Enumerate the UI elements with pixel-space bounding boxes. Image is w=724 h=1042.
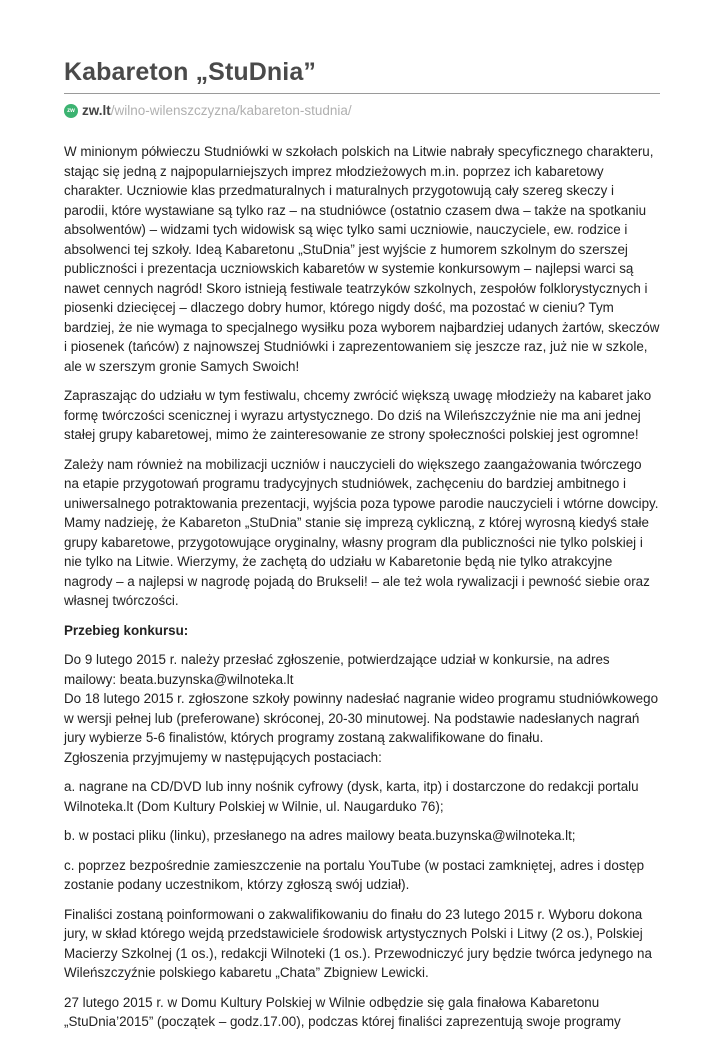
section-heading: Przebieg konkursu: xyxy=(64,622,189,638)
paragraph-intro: W minionym półwieczu Studniówki w szkołach polskich na Litwie nabrały specyficznego charakteru, stając się jedną z najpopularniejszych imprez młodzieżowych m.in. poprzez ich kabaretowy charakter. Uczniowie klas przedmaturalnych i maturalnych przygotowują cały szereg skeczy i parodii, które wystawiane są tylko raz – na studniówce (ostatnio czasem dwa – także na spotkaniu absolwentów) – widzami tych widowisk są więc tylko sami uczniowie, nauczyciele, ew. rodzice i absolwenci tej szkoły. Ideą Kabaretonu „StuDnia” jest wyjście z humorem szkolnym do szerszej publiczności i prezentacja uczniowskich kabaretów w systemie konkursowym – najlepsi warci są nawet cennych nagród! Skoro istnieją festiwale teatrzyków szkolnych, zespołów folklorystycznych i piosenki dziecięcej – dlaczego dobry humor, którego nigdy dość, ma pozostać w cieniu? Tym bardziej, że nie wymaga to specjalnego wysiłku poza wyborem najbardziej udanych żartów, skeczów i piosenek (tańców) z najnowszej Studniówki i zaprezentowaniem się jeszcze raz, już nie w szkole, ale w szerszym gronie Samych Swoich! xyxy=(64,144,660,374)
schedule-item: Do 18 lutego 2015 r. zgłoszone szkoły powinny nadesłać nagranie wideo programu studniówkowego w wersji pełnej lub (preferowane) skróconej, 20-30 minutowej. Na podstawie nadesłanych nagrań jury wybierze 5-6 finalistów, których programy zostaną zakwalifikowane do finału. xyxy=(64,691,659,745)
paragraph-invitation: Zapraszając do udziału w tym festiwalu, chcemy zwrócić większą uwagę młodzieży na kabaret jako formę twórczości scenicznej i wyrazu artystycznego. Do dziś na Wileńszczyźnie nie ma ani jednej stałej grupy kabaretowej, mimo że zainteresowanie ze strony społeczności polskiej jest ogromne! xyxy=(64,388,652,442)
page-title: Kabareton „StuDnia” xyxy=(64,58,316,86)
source-domain-link[interactable]: zw.lt xyxy=(82,103,111,118)
source-line xyxy=(64,103,660,119)
paragraph-jury: Finaliści zostaną poinformowani o zakwalifikowaniu do finału do 23 lutego 2015 r. Wyboru dokona jury, w skład którego wejdą przedstawiciele środowisk artystycznych Polski i Litwy (2 os.), Polskiej Macierzy Szkolnej (1 os.), redakcji Wilnoteki (1 os.). Przewodniczyć jury będzie twórca jedynego na Wileńszczyźnie polskiego kabaretu „Chata” Zbigniew Lewicki. xyxy=(64,906,652,980)
paragraph-gala: 27 lutego 2015 r. w Domu Kultury Polskiej w Wilnie odbędzie się gala finałowa Kabaretonu „StuDnia’2015” (początek – godz.17.00), podczas której finaliści zaprezentują swoje programy xyxy=(64,994,621,1029)
schedule-item: Zgłoszenia przyjmujemy w następujących postaciach: xyxy=(64,749,382,765)
paragraph-goals: Zależy nam również na mobilizacji uczniów i nauczycieli do większego zaangażowania twórczego na etapie przygotowań programu tradycyjnych studniówek, zachęceniu do bardziej ambitnego i uniwersalnego potraktowania prezentacji, wyjścia poza typowe parodie nauczycieli i wtórne dowcipy. Mamy nadzieję, że Kabareton „StuDnia” stanie się imprezą cykliczną, z której wyrosną kiedyś stałe grupy kabaretowe, przygotowujące oryginalny, własny program dla publiczności nie tylko polskiej i nie tylko na Litwie. Wierzymy, że zachętą do udziału w Kabaretonie będą nie tylko atrakcyjne nagrody – a najlepsi w nagrodę pojadą do Brukseli! – ale też wola rywalizacji i pewność siebie oraz własnej twórczości. xyxy=(64,456,659,608)
title-divider xyxy=(64,93,660,94)
schedule-block xyxy=(64,650,660,767)
zw-logo-icon: zw xyxy=(64,104,78,118)
article-body xyxy=(64,142,660,1032)
schedule-item: Do 9 lutego 2015 r. należy przesłać zgłoszenie, potwierdzające udział w konkursie, na adres mailowy: beata.buzynska@wilnoteka.lt xyxy=(64,652,610,687)
source-path: /wilno-wilenszczyzna/kabareton-studnia/ xyxy=(110,103,352,118)
option-c: c. poprzez bezpośrednie zamieszczenie na portalu YouTube (w postaci zamkniętej, adres i dostęp zostanie podany uczestnikom, którzy zgłoszą swój udział). xyxy=(64,857,645,892)
option-b: b. w postaci pliku (linku), przesłanego na adres mailowy beata.buzynska@wilnoteka.lt; xyxy=(64,828,576,843)
option-a: a. nagrane na CD/DVD lub inny nośnik cyfrowy (dysk, karta, itp) i dostarczone do redakcji portalu Wilnoteka.lt (Dom Kultury Polskiej w Wilnie, ul. Naugarduko 76); xyxy=(64,779,639,814)
article xyxy=(64,56,660,1042)
